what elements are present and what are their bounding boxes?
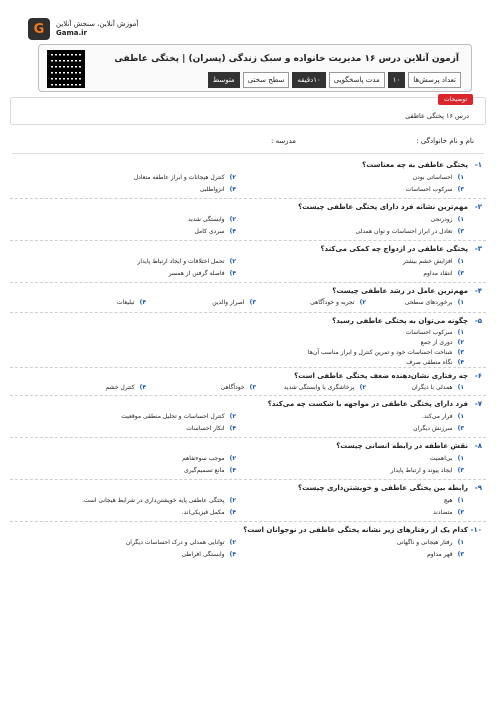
- answer-option[interactable]: [82, 497, 236, 504]
- option-number: ۱): [457, 329, 464, 336]
- option-number: ۴): [229, 228, 236, 235]
- answer-option[interactable]: [403, 258, 464, 265]
- option-number: ۲): [457, 339, 464, 346]
- option-text: رفتار هیجانی و ناگهانی: [396, 539, 453, 546]
- option-number: ۲): [229, 497, 236, 504]
- duration-value: ۱۰دقیقه: [292, 72, 325, 88]
- answer-option[interactable]: [406, 329, 464, 336]
- option-text: تجربه و خودآگاهی: [310, 299, 355, 306]
- difficulty-label: سطح سختی: [243, 72, 290, 88]
- option-number: ۴): [229, 425, 236, 432]
- question-text: پختگی عاطفی در ازدواج چه کمکی می‌کند؟: [320, 245, 468, 253]
- question-number: ۷-: [474, 400, 482, 408]
- question-text: چه رفتاری نشان‌دهنده ضعف پختگی عاطفی است؟: [294, 372, 468, 380]
- option-number: ۲): [229, 216, 236, 223]
- answer-option[interactable]: [182, 509, 236, 516]
- exam-meta: [208, 72, 461, 88]
- answer-option[interactable]: [134, 174, 236, 181]
- option-text: تحمل اختلافات و ایجاد ارتباط پایدار: [137, 258, 225, 265]
- option-text: ایجاد پیوند و ارتباط پایدار: [390, 467, 453, 474]
- answer-option[interactable]: [413, 425, 464, 432]
- option-text: همدلی با دیگران: [411, 384, 453, 391]
- answer-option[interactable]: [444, 497, 464, 504]
- answer-option[interactable]: [117, 299, 146, 306]
- answer-option[interactable]: [356, 228, 464, 235]
- answer-option[interactable]: [412, 384, 464, 391]
- question-text: کدام یک از رفتارهای زیر نشانه پختگی عاطفی در نوجوانان است؟: [243, 526, 468, 534]
- divider: [12, 153, 484, 154]
- answer-option[interactable]: [406, 359, 464, 366]
- option-text: خودآگاهی: [220, 384, 245, 391]
- option-number: ۱): [457, 174, 464, 181]
- brand[interactable]: [28, 18, 138, 40]
- option-number: ۳): [457, 467, 464, 474]
- option-number: ۳): [249, 384, 256, 391]
- question-number: ۴-: [474, 287, 482, 295]
- option-text: برخوردهای سطحی: [404, 299, 453, 306]
- answer-option[interactable]: [137, 258, 236, 265]
- difficulty-value: متوسط: [208, 72, 240, 88]
- description-text: درس ۱۶ پختگی عاطفی: [405, 112, 469, 120]
- option-text: انکار احساسات: [186, 425, 225, 432]
- option-number: ۳): [457, 425, 464, 432]
- question-number: ۱-: [474, 161, 482, 169]
- answer-option[interactable]: [431, 216, 464, 223]
- option-number: ۱): [457, 539, 464, 546]
- option-text: تعادل در ابراز احساسات و توان همدلی: [355, 228, 453, 235]
- option-number: ۱): [457, 216, 464, 223]
- question-count-label: تعداد پرسش‌ها: [408, 72, 461, 88]
- answer-option[interactable]: [405, 299, 464, 306]
- brand-site: Gama.ir: [56, 29, 87, 37]
- option-text: متضادند: [433, 509, 453, 516]
- brand-text: [56, 20, 138, 38]
- option-number: ۳): [249, 299, 256, 306]
- answer-option[interactable]: [126, 539, 236, 546]
- question-text: مهم‌ترین نشانه فرد دارای پختگی عاطفی چیست؟: [298, 203, 468, 211]
- answer-option[interactable]: [430, 455, 464, 462]
- question-number: ۲-: [474, 203, 482, 211]
- option-number: ۳): [457, 270, 464, 277]
- school-label: مدرسه :: [270, 137, 296, 145]
- option-number: ۲): [229, 539, 236, 546]
- answer-option[interactable]: [195, 228, 236, 235]
- description-tag: توضیحات: [438, 94, 473, 105]
- question-text: چگونه می‌توان به پختگی عاطفی رسید؟: [332, 317, 468, 325]
- option-text: تبلیغات: [116, 299, 135, 306]
- question-item: [10, 157, 486, 198]
- question-count-value: ۱۰: [388, 72, 406, 88]
- option-number: ۴): [229, 509, 236, 516]
- option-text: پرخاشگری یا وابستگی شدید: [283, 384, 355, 391]
- question-number: ۱۰-: [470, 526, 482, 534]
- exam-header: [38, 44, 472, 92]
- option-text: وابستگی افراطی: [181, 551, 225, 558]
- option-number: ۲): [229, 258, 236, 265]
- option-text: نگاه منطقی صرف: [406, 359, 453, 366]
- answer-option[interactable]: [310, 299, 366, 306]
- question-item: [10, 479, 486, 521]
- question-item: [10, 282, 486, 312]
- option-number: ۴): [457, 359, 464, 366]
- option-number: ۲): [229, 455, 236, 462]
- qr-code-icon: [47, 50, 85, 88]
- question-number: ۸-: [474, 442, 482, 450]
- student-name-label: نام و نام خانوادگی :: [416, 137, 474, 145]
- option-text: کنترل خشم: [105, 384, 135, 391]
- answer-option[interactable]: [186, 425, 236, 432]
- option-number: ۴): [139, 299, 146, 306]
- option-number: ۴): [229, 551, 236, 558]
- answer-option[interactable]: [182, 551, 236, 558]
- question-item: [10, 367, 486, 395]
- option-text: احساساتی بودن: [412, 174, 453, 181]
- option-text: مکمل فیزیکی‌اند.: [181, 509, 225, 516]
- question-text: رابطه بین پختگی عاطفی و خویشتن‌داری چیست؟: [298, 484, 468, 492]
- option-number: ۱): [457, 455, 464, 462]
- option-number: ۴): [229, 467, 236, 474]
- answer-option[interactable]: [105, 384, 146, 391]
- question-item: [10, 437, 486, 479]
- question-number: ۵-: [474, 317, 482, 325]
- option-text: دوری از جمع: [420, 339, 453, 346]
- option-number: ۳): [457, 186, 464, 193]
- option-text: هیچ: [443, 497, 453, 504]
- option-text: کنترل هیجانات و ابراز عاطفه متعادل: [133, 174, 225, 181]
- answer-option[interactable]: [308, 349, 464, 356]
- option-text: شناخت احساسات خود و تمرین کنترل و ابراز مناسب آن‌ها: [307, 349, 453, 356]
- option-text: بی‌اهمیت: [429, 455, 453, 462]
- question-item: [10, 198, 486, 240]
- answer-option[interactable]: [423, 270, 464, 277]
- option-text: فاصله گرفتن از همسر: [168, 270, 225, 277]
- question-item: [10, 240, 486, 282]
- option-text: پختگی عاطفی پایه خویشتن‌داری در شرایط هیجانی است.: [82, 497, 225, 504]
- option-number: ۳): [457, 349, 464, 356]
- answer-option[interactable]: [188, 216, 236, 223]
- answer-option[interactable]: [421, 339, 464, 346]
- option-number: ۳): [457, 228, 464, 235]
- option-number: ۲): [359, 299, 366, 306]
- question-text: مهم‌ترین عامل در رشد عاطفی چیست؟: [332, 287, 468, 295]
- question-number: ۶-: [474, 372, 482, 380]
- option-text: قهر مداوم: [427, 551, 453, 558]
- brand-tagline: آموزش آنلاین، سنجش آنلاین: [56, 20, 139, 28]
- answer-option[interactable]: [413, 174, 464, 181]
- question-number: ۹-: [474, 484, 482, 492]
- option-number: ۲): [359, 384, 366, 391]
- option-text: سرکوب احساسات: [405, 329, 453, 336]
- answer-option[interactable]: [221, 384, 256, 391]
- option-text: کنترل احساسات و تحلیل منطقی موقعیت: [121, 413, 225, 420]
- option-number: ۳): [457, 509, 464, 516]
- answer-option[interactable]: [184, 467, 236, 474]
- gama-logo-icon: G: [28, 18, 50, 40]
- question-text: پختگی عاطفی به چه معناست؟: [362, 161, 468, 169]
- question-item: [10, 521, 486, 571]
- option-number: ۴): [229, 186, 236, 193]
- answer-option[interactable]: [397, 539, 464, 546]
- question-number: ۳-: [474, 245, 482, 253]
- option-text: افزایش خشم بیشتر: [402, 258, 453, 265]
- answer-option[interactable]: [212, 299, 256, 306]
- answer-option[interactable]: [422, 413, 464, 420]
- question-item: [10, 312, 486, 367]
- answer-option[interactable]: [169, 270, 236, 277]
- exam-title: آزمون آنلاین درس ۱۶ مدیریت خانواده و سبک زندگی (پسران) | پختگی عاطفی: [114, 54, 459, 64]
- answer-option[interactable]: [427, 551, 464, 558]
- option-text: توانایی همدلی و درک احساسات دیگران: [125, 539, 225, 546]
- question-text: نقش عاطفه در رابطه انسانی چیست؟: [336, 442, 468, 450]
- option-text: زودرنجی: [430, 216, 453, 223]
- option-text: سردی کامل: [194, 228, 225, 235]
- duration-label: مدت پاسخگویی: [329, 72, 385, 88]
- option-text: انتقاد مداوم: [423, 270, 453, 277]
- option-number: ۱): [457, 258, 464, 265]
- option-number: ۱): [457, 384, 464, 391]
- question-item: [10, 395, 486, 437]
- description-box: [10, 97, 486, 125]
- option-number: ۴): [139, 384, 146, 391]
- option-number: ۲): [229, 413, 236, 420]
- option-text: اصرار والدین: [212, 299, 245, 306]
- option-text: سرزنش دیگران: [413, 425, 453, 432]
- option-text: وابستگی شدید: [187, 216, 225, 223]
- option-text: فرار می‌کند.: [421, 413, 453, 420]
- option-number: ۱): [457, 413, 464, 420]
- option-text: انزواطلبی: [199, 186, 225, 193]
- answer-option[interactable]: [433, 509, 464, 516]
- option-number: ۱): [457, 299, 464, 306]
- option-number: ۲): [229, 174, 236, 181]
- option-text: سرکوب احساسات: [405, 186, 453, 193]
- answer-option[interactable]: [284, 384, 366, 391]
- option-number: ۳): [457, 551, 464, 558]
- question-text: فرد دارای پختگی عاطفی در مواجهه با شکست چه می‌کند؟: [267, 400, 468, 408]
- answer-option[interactable]: [406, 186, 464, 193]
- answer-option[interactable]: [391, 467, 464, 474]
- answer-option[interactable]: [121, 413, 236, 420]
- option-text: مانع تصمیم‌گیری: [183, 467, 225, 474]
- answer-option[interactable]: [182, 455, 236, 462]
- option-number: ۴): [229, 270, 236, 277]
- option-number: ۱): [457, 497, 464, 504]
- option-text: موجب سوءتفاهم: [182, 455, 225, 462]
- answer-option[interactable]: [200, 186, 236, 193]
